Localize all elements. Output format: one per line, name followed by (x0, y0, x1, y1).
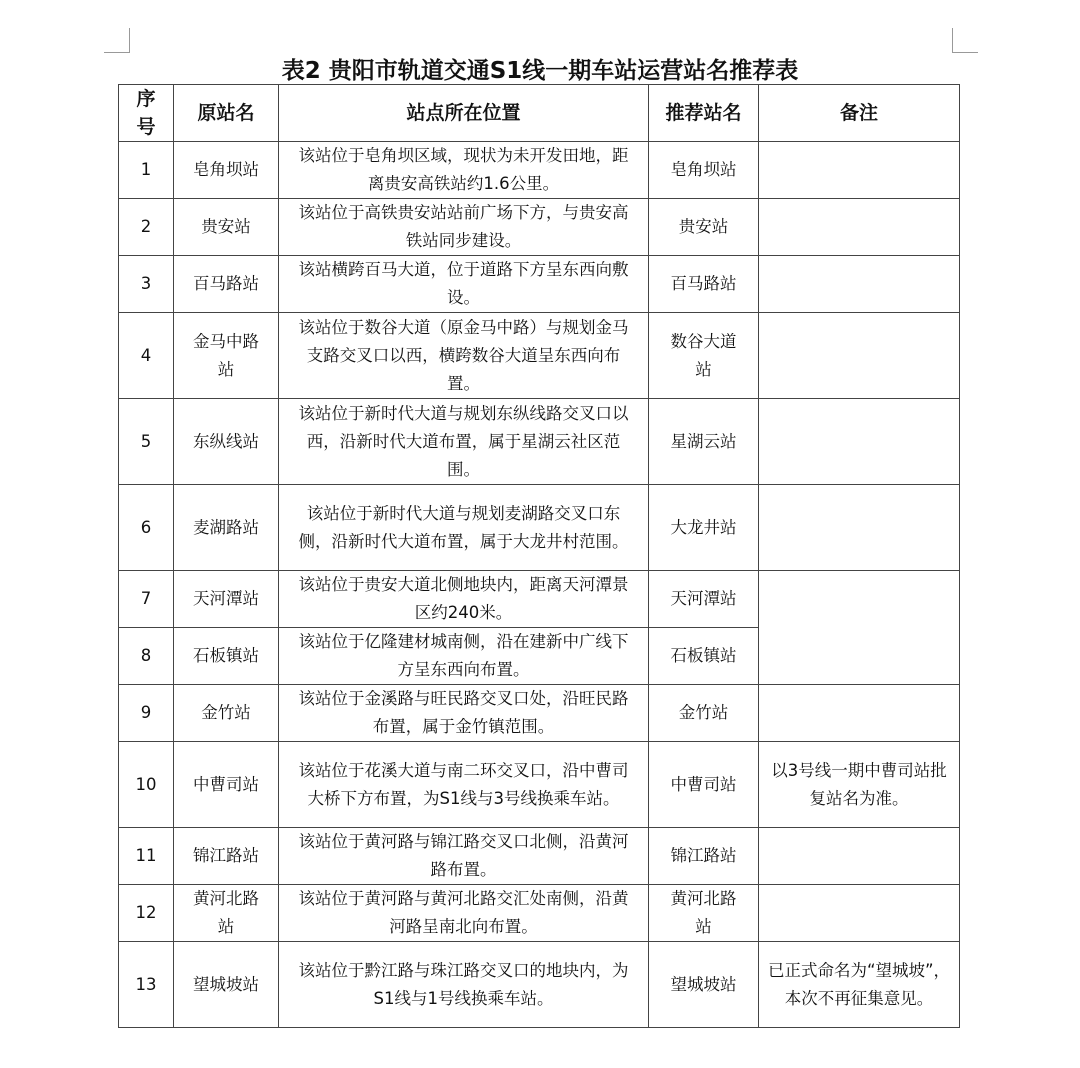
table-row (119, 142, 960, 199)
recommended-name-cell: 贵安站 (649, 199, 759, 256)
seq-cell: 2 (119, 199, 174, 256)
original-name-cell: 东纵线站 (174, 399, 279, 485)
seq-cell: 5 (119, 399, 174, 485)
location-cell: 该站位于亿隆建材城南侧，沿在建新中广线下方呈东西向布置。 (279, 628, 649, 685)
location-cell: 该站位于花溪大道与南二环交叉口，沿中曹司大桥下方布置，为S1线与3号线换乘车站。 (279, 742, 649, 828)
recommended-name-cell: 星湖云站 (649, 399, 759, 485)
table-row (119, 399, 960, 485)
original-name-cell: 锦江路站 (174, 828, 279, 885)
seq-cell: 6 (119, 485, 174, 571)
recommended-name-cell: 天河潭站 (649, 571, 759, 628)
seq-cell: 1 (119, 142, 174, 199)
table-row (119, 485, 960, 571)
location-cell: 该站位于黄河路与黄河北路交汇处南侧，沿黄河路呈南北向布置。 (279, 885, 649, 942)
header-seq: 序号 (119, 85, 174, 142)
location-cell: 该站位于金溪路与旺民路交叉口处，沿旺民路布置，属于金竹镇范围。 (279, 685, 649, 742)
seq-cell: 11 (119, 828, 174, 885)
header-location: 站点所在位置 (279, 85, 649, 142)
seq-cell: 9 (119, 685, 174, 742)
original-name-cell: 望城坡站 (174, 942, 279, 1028)
seq-cell: 10 (119, 742, 174, 828)
table-row (119, 942, 960, 1028)
remarks-cell (759, 885, 960, 942)
page-corner-mark (129, 28, 130, 52)
seq-cell: 13 (119, 942, 174, 1028)
original-name-cell: 天河潭站 (174, 571, 279, 628)
location-cell: 该站位于新时代大道与规划东纵线路交叉口以西，沿新时代大道布置，属于星湖云社区范围。 (279, 399, 649, 485)
header-remarks: 备注 (759, 85, 960, 142)
remarks-cell: 已正式命名为“望城坡”，本次不再征集意见。 (759, 942, 960, 1028)
recommended-name-cell: 皂角坝站 (649, 142, 759, 199)
original-name-cell: 皂角坝站 (174, 142, 279, 199)
station-name-table (118, 84, 960, 1028)
location-cell: 该站位于黄河路与锦江路交叉口北侧，沿黄河路布置。 (279, 828, 649, 885)
seq-cell: 7 (119, 571, 174, 628)
original-name-cell: 麦湖路站 (174, 485, 279, 571)
table-row (119, 685, 960, 742)
header-original: 原站名 (174, 85, 279, 142)
remarks-cell (759, 828, 960, 885)
original-name-cell: 黄河北路站 (174, 885, 279, 942)
location-cell: 该站横跨百马大道，位于道路下方呈东西向敷设。 (279, 256, 649, 313)
location-cell: 该站位于高铁贵安站站前广场下方，与贵安高铁站同步建设。 (279, 199, 649, 256)
seq-cell: 4 (119, 313, 174, 399)
table-row (119, 828, 960, 885)
recommended-name-cell: 大龙井站 (649, 485, 759, 571)
remarks-cell (759, 142, 960, 199)
original-name-cell: 石板镇站 (174, 628, 279, 685)
table-row (119, 742, 960, 828)
recommended-name-cell: 数谷大道站 (649, 313, 759, 399)
remarks-cell (759, 199, 960, 256)
table-row (119, 256, 960, 313)
table-row (119, 199, 960, 256)
recommended-name-cell: 望城坡站 (649, 942, 759, 1028)
table-row (119, 571, 960, 628)
location-cell: 该站位于新时代大道与规划麦湖路交叉口东侧，沿新时代大道布置，属于大龙井村范围。 (279, 485, 649, 571)
page-corner-mark (952, 28, 953, 52)
recommended-name-cell: 金竹站 (649, 685, 759, 742)
seq-cell: 12 (119, 885, 174, 942)
original-name-cell: 百马路站 (174, 256, 279, 313)
remarks-cell: 以3号线一期中曹司站批复站名为准。 (759, 742, 960, 828)
location-cell: 该站位于数谷大道（原金马中路）与规划金马支路交叉口以西，横跨数谷大道呈东西向布置。 (279, 313, 649, 399)
remarks-cell (759, 485, 960, 571)
recommended-name-cell: 中曹司站 (649, 742, 759, 828)
original-name-cell: 金竹站 (174, 685, 279, 742)
seq-cell: 3 (119, 256, 174, 313)
remarks-cell (759, 313, 960, 399)
remarks-cell (759, 685, 960, 742)
seq-cell: 8 (119, 628, 174, 685)
table-row (119, 313, 960, 399)
header-row (119, 85, 960, 142)
remarks-cell (759, 399, 960, 485)
remarks-cell (759, 571, 960, 685)
recommended-name-cell: 锦江路站 (649, 828, 759, 885)
remarks-cell (759, 256, 960, 313)
recommended-name-cell: 石板镇站 (649, 628, 759, 685)
location-cell: 该站位于皂角坝区域，现状为未开发田地，距离贵安高铁站约1.6公里。 (279, 142, 649, 199)
table-title: 表2 贵阳市轨道交通S1线一期车站运营站名推荐表 (281, 58, 799, 84)
table-row (119, 885, 960, 942)
recommended-name-cell: 百马路站 (649, 256, 759, 313)
recommended-name-cell: 黄河北路站 (649, 885, 759, 942)
header-recommended: 推荐站名 (649, 85, 759, 142)
original-name-cell: 金马中路站 (174, 313, 279, 399)
location-cell: 该站位于贵安大道北侧地块内，距离天河潭景区约240米。 (279, 571, 649, 628)
original-name-cell: 中曹司站 (174, 742, 279, 828)
location-cell: 该站位于黔江路与珠江路交叉口的地块内，为S1线与1号线换乘车站。 (279, 942, 649, 1028)
original-name-cell: 贵安站 (174, 199, 279, 256)
